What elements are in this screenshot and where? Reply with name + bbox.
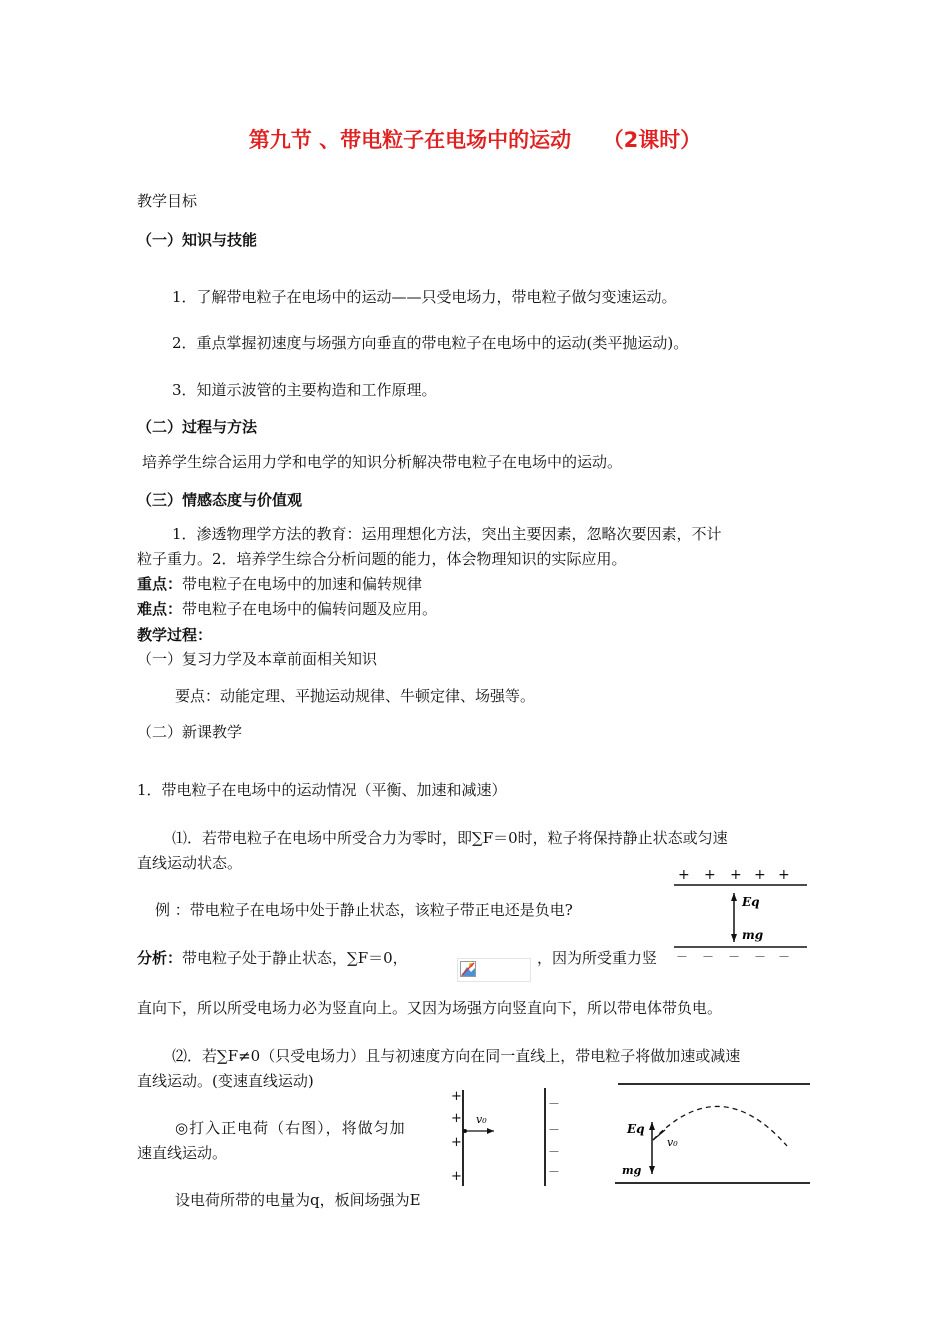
plus-sign: +: [678, 867, 690, 883]
arrow-up-icon: [731, 893, 737, 901]
process-heading: 教学过程：: [137, 626, 213, 644]
plus-sign: +: [451, 1111, 462, 1126]
force-label-mg: mg: [622, 1164, 642, 1177]
minus-sign: －: [548, 1145, 561, 1159]
figure-static-particle: [672, 866, 807, 966]
analysis-line: [137, 948, 408, 968]
plus-sign: +: [704, 867, 716, 883]
topic1-paragraph: 设电荷所带的电量为q，板间场强为E: [175, 1191, 421, 1209]
topic1-paragraph: 速直线运动。: [137, 1144, 228, 1162]
section2-text: 培养学生综合运用力学和电学的知识分析解决带电粒子在电场中的运动。: [142, 453, 623, 471]
arrow-up-icon: [649, 1122, 655, 1130]
topic1-heading: 1．带电粒子在电场中的运动情况（平衡、加速和减速）: [137, 781, 507, 799]
force-label-mg: mg: [742, 928, 764, 942]
section1-item: 3．知道示波管的主要构造和工作原理。: [172, 381, 437, 399]
key-point: [137, 574, 422, 594]
plus-sign: +: [451, 1169, 462, 1184]
difficulty-text: 带电粒子在电场中的偏转问题及应用。: [182, 600, 438, 618]
difficulty: [137, 599, 437, 619]
minus-sign: －: [548, 1097, 561, 1111]
section1-item: 1．了解带电粒子在电场中的运动——只受电场力，带电粒子做匀变速运动。: [172, 288, 677, 306]
section3-heading: （三）情感态度与价值观: [137, 491, 303, 509]
key-point-label: 重点：: [137, 575, 183, 593]
example-text: 例 ：带电粒子在电场中处于静止状态，该粒子带正电还是负电?: [155, 901, 573, 919]
key-point-text: 带电粒子在电场中的加速和偏转规律: [182, 575, 423, 593]
section2-heading: （二）过程与方法: [137, 418, 258, 436]
arrow-down-icon: [731, 934, 737, 942]
topic1-paragraph: 直线运动状态。: [137, 854, 243, 872]
plus-sign: +: [754, 867, 766, 883]
plus-sign: +: [451, 1089, 462, 1104]
analysis-line2: 直向下，所以所受电场力必为竖直向上。又因为场强方向竖直向下，所以带电体带负电。: [137, 999, 723, 1017]
new-lesson-heading: （二）新课教学: [137, 723, 243, 741]
velocity-label: v₀: [476, 1113, 487, 1126]
plus-sign: +: [730, 867, 742, 883]
page-title: 第九节 、带电粒子在电场中的运动 （2课时）: [248, 128, 702, 152]
minus-sign: －: [676, 950, 689, 964]
image-icon: [460, 961, 476, 977]
analysis-text: 带电粒子处于静止状态，∑F＝0，: [182, 949, 408, 967]
section1-heading: （一）知识与技能: [137, 231, 258, 249]
analysis-text-cont: ，因为所受重力竖: [537, 949, 658, 967]
topic1-paragraph: ⑴．若带电粒子在电场中所受合力为零时，即∑F＝0时，粒子将保持静止状态或匀速: [172, 829, 728, 847]
force-label-eq: Eq: [627, 1122, 645, 1136]
force-label-eq: Eq: [742, 895, 760, 909]
review-heading: （一）复习力学及本章前面相关知识: [137, 650, 378, 668]
acceleration-diagram: [448, 1088, 563, 1188]
topic1-paragraph: 直线运动。(变速直线运动): [137, 1072, 314, 1090]
plus-sign: +: [778, 867, 790, 883]
minus-sign: －: [778, 950, 791, 964]
static-particle-diagram: [672, 866, 807, 966]
section3-line: 1．渗透物理学方法的教育：运用理想化方法，突出主要因素，忽略次要因素，不计: [172, 525, 722, 543]
minus-sign: －: [754, 950, 767, 964]
topic1-paragraph: ◎打入正电荷（右图），将做匀加: [175, 1119, 406, 1137]
velocity-line: [653, 1130, 665, 1140]
section3-line: 粒子重力。2．培养学生综合分析问题的能力，体会物理知识的实际应用。: [137, 550, 627, 568]
figure-trajectory: [615, 1078, 811, 1190]
topic1-paragraph: ⑵．若∑F≠0（只受电场力）且与初速度方向在同一直线上，带电粒子将做加速或减速: [172, 1047, 741, 1065]
section1-item: 2．重点掌握初速度与场强方向垂直的带电粒子在电场中的运动(类平抛运动)。: [172, 334, 689, 352]
minus-sign: －: [548, 1123, 561, 1137]
broken-image-placeholder: [457, 958, 531, 982]
minus-sign: －: [548, 1165, 561, 1179]
arrow-right-icon: [487, 1128, 494, 1134]
goals-heading: 教学目标: [137, 192, 198, 210]
figure-acceleration: [448, 1088, 563, 1188]
analysis-label: 分析：: [137, 949, 183, 967]
trajectory-diagram: [615, 1078, 811, 1190]
velocity-label: v₀: [667, 1136, 678, 1149]
arrow-down-icon: [649, 1166, 655, 1174]
minus-sign: －: [728, 950, 741, 964]
minus-sign: －: [702, 950, 715, 964]
difficulty-label: 难点：: [137, 600, 183, 618]
plus-sign: +: [451, 1135, 462, 1150]
review-points: 要点：动能定理、平抛运动规律、牛顿定律、场强等。: [175, 687, 536, 705]
